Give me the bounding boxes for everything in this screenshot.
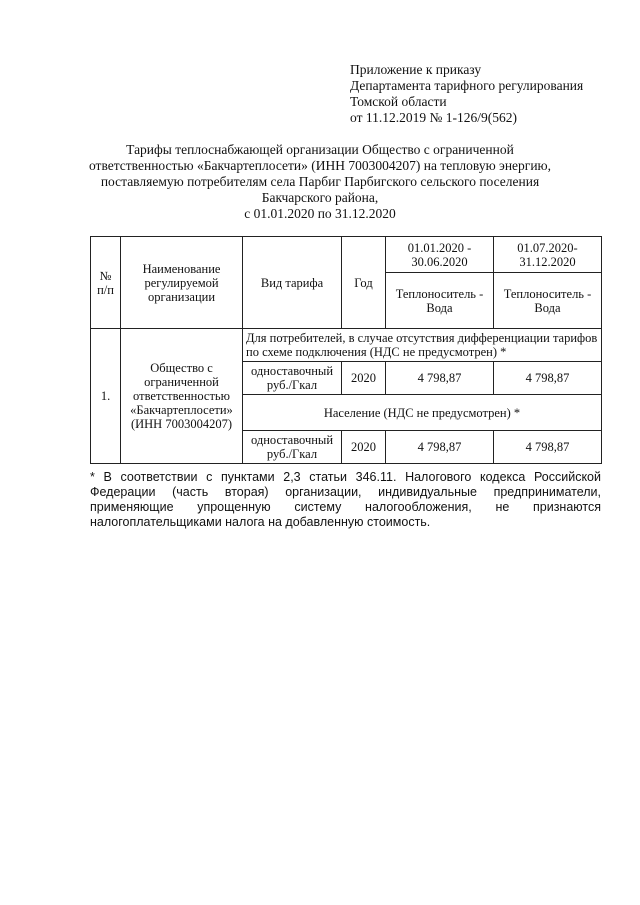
title-line: Тарифы теплоснабжающей организации Общество с ограниченной (126, 142, 514, 157)
header-period-1: 01.01.2020 - 30.06.2020 (386, 237, 494, 273)
section1-value-2: 4 798,87 (494, 362, 602, 395)
footnote-line: Федерации (часть вторая) организации, индивидуальные предприниматели, (90, 485, 601, 499)
section2-tariff: одноставочный руб./Гкал (243, 431, 342, 464)
header-tariff-type: Вид тарифа (243, 237, 342, 329)
row-org: Общество с ограниченной ответственностью «Бакчартеплосети» (ИНН 7003004207) (121, 329, 243, 464)
footnote-line: * В соответствии с пунктами 2,3 статьи 346.11. Налогового кодекса Российской (90, 470, 601, 484)
footnote-line: применяющие упрощенную систему налогообложения, не признаются (90, 500, 601, 514)
row-num: 1. (91, 329, 121, 464)
tariff-table (90, 236, 602, 464)
footnote (90, 470, 601, 530)
title-line: с 01.01.2020 по 31.12.2020 (244, 206, 396, 221)
title-line: поставляемую потребителям села Парбиг Парбигского сельского поселения (100, 174, 540, 189)
header-period-2: 01.07.2020- 31.12.2020 (494, 237, 602, 273)
section-population: Население (НДС не предусмотрен) * (243, 395, 602, 431)
approval-line: Приложение к приказу (350, 62, 482, 77)
approval-line: Томской области (350, 94, 447, 109)
header-medium-1: Теплоноситель - Вода (386, 273, 494, 329)
header-org: Наименование регулируемой организации (121, 237, 243, 329)
footnote-line: налогоплательщиками налога на добавленную стоимость. (90, 515, 431, 529)
section2-value-1: 4 798,87 (386, 431, 494, 464)
title-line: Бакчарского района, (261, 190, 379, 205)
approval-block (350, 62, 583, 126)
section1-value-1: 4 798,87 (386, 362, 494, 395)
document-title (78, 142, 562, 222)
section-consumers: Для потребителей, в случае отсутствия дифференциации тарифов по схеме подключения (НДС не предусмотрен) * (243, 329, 602, 362)
approval-line: от 11.12.2019 № 1-126/9(562) (350, 110, 517, 125)
section1-year: 2020 (342, 362, 386, 395)
section2-year: 2020 (342, 431, 386, 464)
header-medium-2: Теплоноситель - Вода (494, 273, 602, 329)
approval-line: Департамента тарифного регулирования (350, 78, 584, 93)
header-num: № п/п (91, 237, 121, 329)
title-line: ответственностью «Бакчартеплосети» (ИНН 7003004207) на тепловую энергию, (88, 158, 552, 173)
header-year: Год (342, 237, 386, 329)
section2-value-2: 4 798,87 (494, 431, 602, 464)
section1-tariff: одноставочный руб./Гкал (243, 362, 342, 395)
